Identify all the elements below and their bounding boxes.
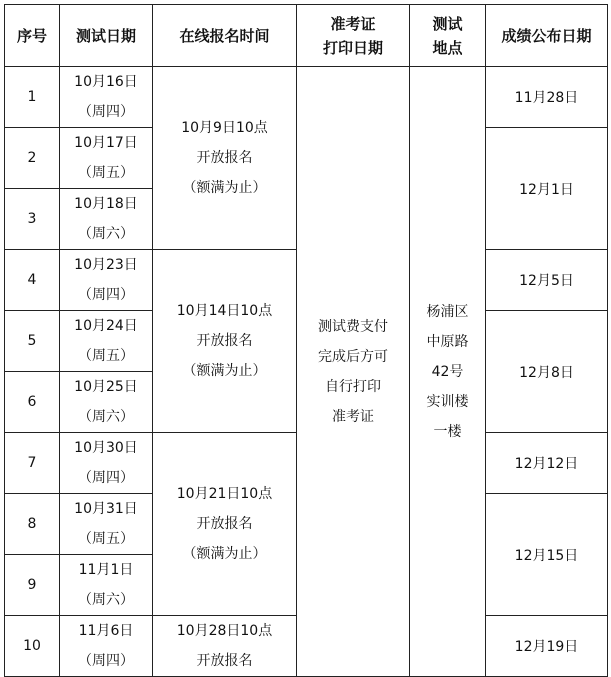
test-date-cell xyxy=(60,128,153,189)
signup-action: 开放报名 xyxy=(196,516,253,532)
signup-note: （额满为止） xyxy=(182,546,267,562)
exam-schedule-table xyxy=(4,4,608,677)
header-print-date xyxy=(297,5,410,67)
location-line4: 实训楼 xyxy=(426,393,469,410)
test-date-cell xyxy=(60,372,153,433)
print-info-line4: 准考证 xyxy=(332,408,374,425)
signup-cell xyxy=(153,67,297,250)
result-date-cell: 12月19日 xyxy=(486,616,608,677)
result-date-cell: 12月5日 xyxy=(486,250,608,311)
test-weekday: （周六） xyxy=(78,226,134,242)
header-location-line1: 测试 xyxy=(432,14,463,33)
signup-time: 10月28日10点 xyxy=(176,623,273,639)
location-line5: 一楼 xyxy=(433,423,462,440)
header-seq: 序号 xyxy=(5,5,60,67)
signup-action: 开放报名 xyxy=(196,653,253,669)
header-test-date: 测试日期 xyxy=(60,5,153,67)
test-date: 10月30日 xyxy=(74,440,138,456)
result-date-cell: 12月15日 xyxy=(486,494,608,616)
test-date: 10月25日 xyxy=(74,379,138,395)
seq-cell: 4 xyxy=(5,250,60,311)
test-date: 10月23日 xyxy=(74,257,138,273)
test-date-cell xyxy=(60,433,153,494)
signup-cell xyxy=(153,616,297,677)
test-date-cell xyxy=(60,311,153,372)
result-date-cell: 11月28日 xyxy=(486,67,608,128)
print-date-cell xyxy=(297,67,410,677)
result-date-cell: 12月8日 xyxy=(486,311,608,433)
test-date-cell xyxy=(60,189,153,250)
seq-cell: 8 xyxy=(5,494,60,555)
test-date-cell xyxy=(60,494,153,555)
test-weekday: （周六） xyxy=(78,409,134,425)
signup-action: 开放报名 xyxy=(196,150,253,166)
test-weekday: （周四） xyxy=(78,104,134,120)
header-result-date: 成绩公布日期 xyxy=(486,5,608,67)
header-row xyxy=(5,5,608,67)
test-date: 10月18日 xyxy=(74,196,138,212)
header-signup-time: 在线报名时间 xyxy=(153,5,297,67)
test-date: 10月31日 xyxy=(74,501,138,517)
seq-cell: 5 xyxy=(5,311,60,372)
test-weekday: （周五） xyxy=(78,165,134,181)
result-date-cell: 12月1日 xyxy=(486,128,608,250)
test-weekday: （周四） xyxy=(78,287,134,303)
location-line2: 中原路 xyxy=(426,333,469,350)
test-date: 10月16日 xyxy=(74,74,138,90)
signup-time: 10月21日10点 xyxy=(176,486,273,502)
header-location xyxy=(410,5,486,67)
seq-cell: 2 xyxy=(5,128,60,189)
seq-cell: 7 xyxy=(5,433,60,494)
seq-cell: 3 xyxy=(5,189,60,250)
test-weekday: （周五） xyxy=(78,348,134,364)
signup-note: （额满为止） xyxy=(182,363,267,379)
signup-time: 10月14日10点 xyxy=(176,303,273,319)
seq-cell: 10 xyxy=(5,616,60,677)
test-weekday: （周五） xyxy=(78,531,134,547)
header-print-line2: 打印日期 xyxy=(322,38,383,57)
signup-time: 10月9日10点 xyxy=(181,120,268,136)
location-cell xyxy=(410,67,486,677)
signup-action: 开放报名 xyxy=(196,333,253,349)
signup-cell xyxy=(153,433,297,616)
test-date: 11月6日 xyxy=(78,623,134,639)
test-date-cell xyxy=(60,67,153,128)
seq-cell: 9 xyxy=(5,555,60,616)
header-print-line1: 准考证 xyxy=(330,14,376,33)
location-line1: 杨浦区 xyxy=(426,303,469,320)
header-location-line2: 地点 xyxy=(432,38,463,57)
test-date-cell xyxy=(60,250,153,311)
seq-cell: 1 xyxy=(5,67,60,128)
print-info-line2: 完成后方可 xyxy=(318,348,388,365)
test-date: 10月24日 xyxy=(74,318,138,334)
location-line3: 42号 xyxy=(431,363,464,380)
print-info-line1: 测试费支付 xyxy=(318,318,388,335)
result-date-cell: 12月12日 xyxy=(486,433,608,494)
test-weekday: （周四） xyxy=(78,653,134,669)
test-weekday: （周四） xyxy=(78,470,134,486)
test-date-cell xyxy=(60,555,153,616)
signup-cell xyxy=(153,250,297,433)
test-weekday: （周六） xyxy=(78,592,134,608)
test-date: 11月1日 xyxy=(78,562,134,578)
print-info-line3: 自行打印 xyxy=(325,378,381,395)
signup-note: （额满为止） xyxy=(182,180,267,196)
test-date-cell xyxy=(60,616,153,677)
test-date: 10月17日 xyxy=(74,135,138,151)
seq-cell: 6 xyxy=(5,372,60,433)
table-row xyxy=(5,67,608,128)
